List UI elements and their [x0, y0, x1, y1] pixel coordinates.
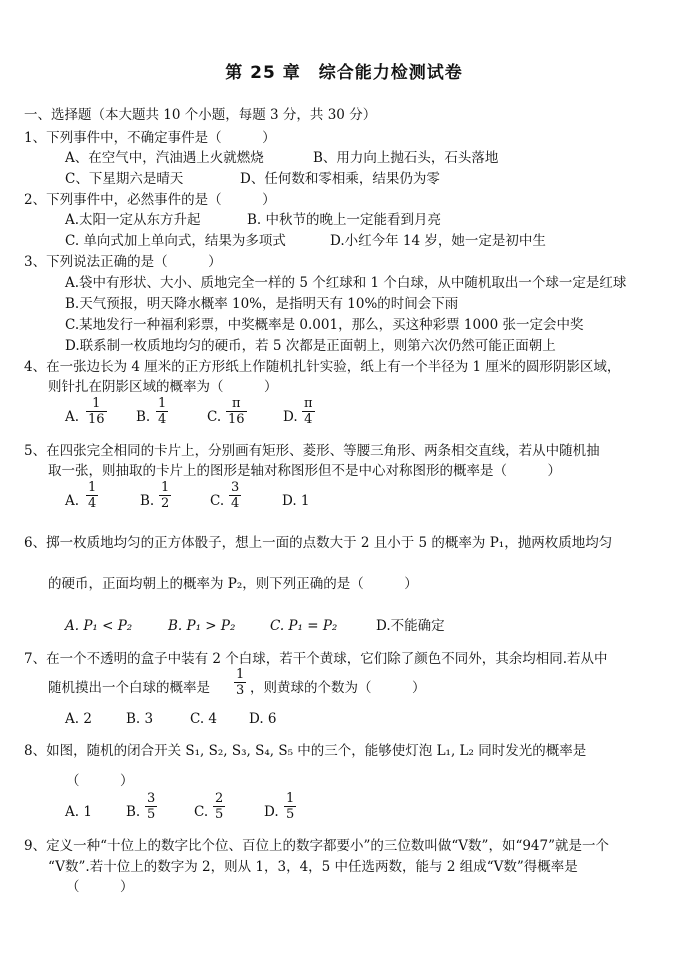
question-5-option-d: D. 1 — [282, 493, 310, 509]
question-9-stem-line1: 9、定义一种“十位上的数字比个位、百位上的数字都要小”的三位数叫做“V数”，如“947”就是一个 — [24, 838, 610, 854]
question-2-option-c: C. 单向式加上单向式，结果为多项式 — [65, 233, 286, 249]
question-4-option-a-fraction — [86, 396, 107, 427]
question-3-option-d: D.联系制一枚质地均匀的硬币，若 5 次都是正面朝上，则第六次仍然可能正面朝上 — [65, 338, 556, 354]
question-1-option-b: B、用力向上抛石头，石头落地 — [313, 150, 499, 166]
question-5-option-c-label: C. — [210, 493, 225, 509]
question-3-stem: 3、下列说法正确的是（ ） — [24, 254, 222, 270]
question-3-option-a: A.袋中有形状、大小、质地完全一样的 5 个红球和 1 个白球，从中随机取出一个球一定是红球 — [65, 275, 627, 291]
fraction-numerator: 1 — [158, 396, 167, 411]
question-3-option-c: C.某地发行一种福利彩票，中奖概率是 0.001，那么，买这种彩票 1000 张一定会中奖 — [65, 317, 584, 333]
fraction-denominator: 5 — [286, 807, 295, 822]
question-4-option-c-fraction — [226, 396, 247, 427]
question-7-stem-line1: 7、在一个不透明的盒子中装有 2 个白球，若干个黄球，它们除了颜色不同外，其余均相同.若从中 — [24, 651, 608, 667]
fraction-numerator: 1 — [286, 791, 295, 806]
question-6-option-c: C. P₁ = P₂ — [270, 618, 338, 634]
question-1-stem: 1、下列事件中，不确定事件是（ ） — [24, 130, 276, 146]
question-8-option-c-fraction — [213, 791, 225, 822]
question-3-option-b: B.天气预报，明天降水概率 10%，是指明天有 10%的时间会下雨 — [65, 296, 459, 312]
question-4-option-c-label: C. — [207, 409, 222, 425]
question-7-stem-line2a: 随机摸出一个白球的概率是 — [48, 680, 210, 696]
fraction-denominator: 5 — [147, 807, 156, 822]
question-9-stem-line3: （ ） — [66, 879, 134, 895]
question-8-option-d-fraction — [284, 791, 296, 822]
fraction-numerator: π — [304, 396, 313, 411]
question-5-stem-line1: 5、在四张完全相同的卡片上，分别画有矩形、菱形、等腰三角形、两条相交直线，若从中随机抽 — [24, 443, 600, 459]
question-7-option-a: A. 2 — [65, 711, 92, 727]
question-6-option-d: D.不能确定 — [376, 618, 445, 634]
fraction-numerator: 1 — [236, 667, 245, 682]
question-8-stem-line2: （ ） — [66, 773, 134, 789]
fraction-numerator: 1 — [92, 396, 101, 411]
fraction-numerator: 3 — [231, 480, 240, 495]
page-title: 第 25 章 综合能力检测试卷 — [225, 63, 463, 83]
question-8-option-b-label: B. — [126, 804, 141, 820]
question-8-option-b-fraction — [145, 791, 157, 822]
question-7-fraction — [234, 667, 246, 698]
question-8-option-d-label: D. — [264, 804, 279, 820]
section-heading: 一、选择题（本大题共 10 个小题，每题 3 分，共 30 分） — [24, 107, 377, 123]
question-2-option-b: B. 中秋节的晚上一定能看到月亮 — [247, 212, 442, 228]
fraction-denominator: 5 — [215, 807, 224, 822]
question-8-option-c-label: C. — [194, 804, 209, 820]
fraction-denominator: 16 — [88, 412, 105, 427]
question-4-option-d-label: D. — [283, 409, 298, 425]
question-5-option-b-label: B. — [140, 493, 155, 509]
question-5-option-c-fraction — [229, 480, 241, 511]
question-4-option-a-label: A. — [65, 409, 80, 425]
question-6-stem-line1: 6、掷一枚质地均匀的正方体骰子，想上一面的点数大于 2 且小于 5 的概率为 P₁，抛两枚质地均匀 — [24, 535, 613, 551]
question-7-option-c: C. 4 — [190, 711, 218, 727]
question-7-option-b: B. 3 — [126, 711, 154, 727]
question-5-stem-line2: 取一张，则抽取的卡片上的图形是轴对称图形但不是中心对称图形的概率是（ ） — [48, 463, 561, 479]
question-4-option-b-fraction — [156, 396, 168, 427]
fraction-denominator: 4 — [88, 496, 97, 511]
question-6-option-a: A. P₁ < P₂ — [65, 618, 133, 634]
fraction-numerator: 2 — [215, 791, 224, 806]
fraction-denominator: 4 — [158, 412, 167, 427]
question-2-option-d: D.小红今年 14 岁，她一定是初中生 — [330, 233, 546, 249]
question-7-option-d: D. 6 — [249, 711, 277, 727]
fraction-denominator: 3 — [236, 683, 245, 698]
fraction-numerator: 3 — [147, 791, 156, 806]
question-8-stem-line1: 8、如图，随机的闭合开关 S₁, S₂, S₃, S₄, S₅ 中的三个，能够使灯泡 L₁, L₂ 同时发光的概率是 — [24, 743, 587, 759]
question-2-stem: 2、下列事件中，必然事件的是（ ） — [24, 192, 276, 208]
question-4-option-b-label: B. — [136, 409, 151, 425]
fraction-numerator: 1 — [161, 480, 170, 495]
question-1-option-d: D、任何数和零相乘，结果仍为零 — [240, 171, 440, 187]
question-7-stem-line2b: ，则黄球的个数为（ ） — [250, 680, 426, 696]
fraction-denominator: 2 — [161, 496, 170, 511]
fraction-denominator: 4 — [304, 412, 313, 427]
question-1-option-c: C、下星期六是晴天 — [65, 171, 184, 187]
fraction-denominator: 16 — [228, 412, 245, 427]
question-6-stem-line2: 的硬币，正面均朝上的概率为 P₂，则下列正确的是（ ） — [48, 576, 418, 592]
question-4-option-d-fraction — [302, 396, 315, 427]
question-2-option-a: A.太阳一定从东方升起 — [65, 212, 201, 228]
question-9-stem-line2: “V数”.若十位上的数字为 2，则从 1，3，4，5 中任选两数，能与 2 组成“V数”得概率是 — [48, 859, 578, 875]
question-4-stem-line1: 4、在一张边长为 4 厘米的正方形纸上作随机扎针实验，纸上有一个半径为 1 厘米的圆形阴影区域， — [24, 359, 621, 375]
question-5-option-a-fraction — [86, 480, 98, 511]
question-5-option-b-fraction — [159, 480, 171, 511]
question-5-option-a-label: A. — [65, 493, 80, 509]
fraction-numerator: π — [232, 396, 241, 411]
fraction-numerator: 1 — [88, 480, 97, 495]
question-4-stem-line2: 则针扎在阴影区域的概率为（ ） — [48, 379, 278, 395]
question-8-option-a: A. 1 — [65, 804, 92, 820]
fraction-denominator: 4 — [231, 496, 240, 511]
question-6-option-b: B. P₁ > P₂ — [168, 618, 236, 634]
question-1-option-a: A、在空气中，汽油遇上火就燃烧 — [65, 150, 264, 166]
